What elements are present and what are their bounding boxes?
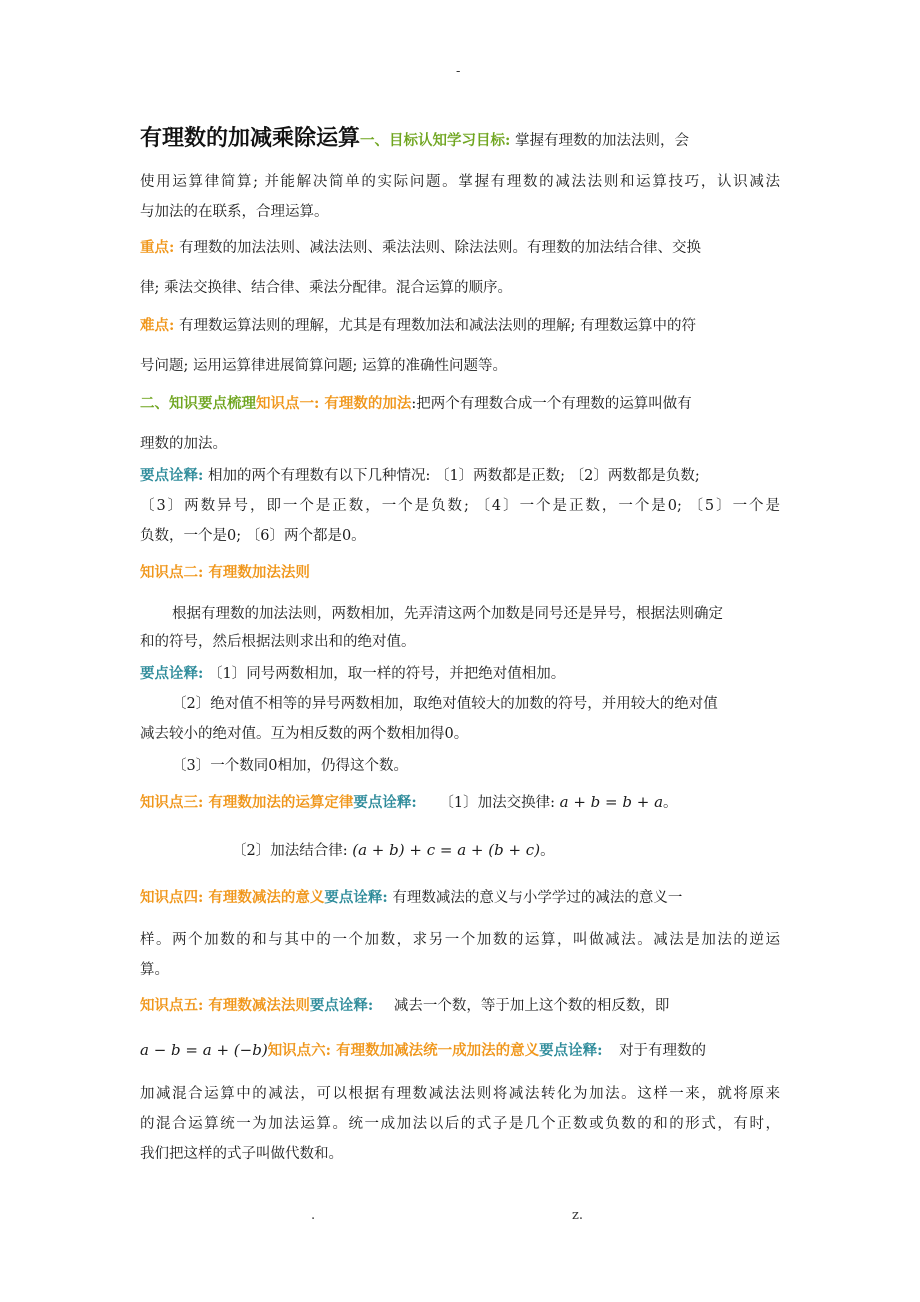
key-points-label: 重点: xyxy=(140,239,175,256)
kp4-exp-label: 要点诠释: xyxy=(324,889,388,906)
exp1-line1 xyxy=(140,466,780,486)
section1-heading: 一、目标认知学习目标: xyxy=(360,132,511,149)
difficult-points-line2: 号问题; 运用运算律进展简算问题; 运算的准确性问题等。 xyxy=(140,358,507,374)
kp3-law2-formula: (a + b) + c = a + (b + c) xyxy=(352,841,541,859)
footer-right-mark: z. xyxy=(572,1208,583,1223)
kp3-heading: 知识点三: 有理数加法的运算定律 xyxy=(140,794,354,811)
kp6-text: 对于有理数的 xyxy=(619,1043,707,1059)
kp5-line1 xyxy=(140,996,780,1016)
kp3-line2 xyxy=(232,840,780,861)
kp5-heading: 知识点五: 有理数减法法则 xyxy=(140,997,310,1014)
kp4-heading: 知识点四: 有理数减法的意义 xyxy=(140,889,325,906)
exp1-label: 要点诠释: xyxy=(140,467,204,484)
kp2-exp-line1 xyxy=(140,664,780,684)
section2-line1 xyxy=(140,394,780,414)
kp3-law2: 〔2〕加法结合律: xyxy=(232,843,348,859)
section1-text: 掌握有理数的加法法则，会 xyxy=(514,133,689,149)
kp2-para-line1: 根据有理数的加法法则，两数相加，先弄清这两个加数是同号还是异号，根据法则确定 xyxy=(172,606,723,622)
kp2-rule3: 〔3〕一个数同0相加，仍得这个数。 xyxy=(172,758,408,774)
kp4-line1 xyxy=(140,888,780,908)
exp1-text: 相加的两个有理数有以下几种情况: 〔1〕两数都是正数; 〔2〕两数都是负数; xyxy=(207,468,700,484)
difficult-points-line1 xyxy=(140,316,780,336)
key-points-line2: 律; 乘法交换律、结合律、乘法分配律。混合运算的顺序。 xyxy=(140,280,512,296)
kp2-exp-label: 要点诠释: xyxy=(140,665,204,682)
kp5-exp-label: 要点诠释: xyxy=(309,997,374,1014)
key-points-line1 xyxy=(140,238,780,258)
footer-left-mark: . xyxy=(311,1208,316,1223)
kp3-law1-formula: a + b = b + a xyxy=(559,793,664,811)
kp4-line3: 算。 xyxy=(140,962,169,978)
kp3-law1-end: 。 xyxy=(663,795,678,811)
kp2-para-line2: 和的符号，然后根据法则求出和的绝对值。 xyxy=(140,634,416,650)
kp6-line4: 我们把这样的式子叫做代数和。 xyxy=(140,1146,343,1162)
kp1-text: :把两个有理数合成一个有理数的运算叫做有 xyxy=(411,396,692,412)
kp2-rule1: 〔1〕同号两数相加，取一样的符号，并把绝对值相加。 xyxy=(207,666,566,682)
kp6-line3: 的混合运算统一为加法运算。统一成加法以后的式子是几个正数或负数的和的形式，有时， xyxy=(140,1116,780,1132)
kp3-law2-end: 。 xyxy=(540,843,555,859)
difficult-points-text: 有理数运算法则的理解，尤其是有理数加法和减法法则的理解; 有理数运算中的符 xyxy=(178,318,696,334)
title-line xyxy=(140,125,780,151)
kp3-exp-label: 要点诠释: xyxy=(353,794,417,811)
section1-line2: 使用运算律简算; 并能解决简单的实际问题。掌握有理数的减法法则和运算技巧，认识减法 xyxy=(140,174,780,190)
exp1-line2: 〔3〕两数异号，即一个是正数，一个是负数; 〔4〕一个是正数，一个是0; 〔5〕一个是 xyxy=(140,498,780,514)
kp4-text: 有理数减法的意义与小学学过的减法的意义一 xyxy=(392,890,683,906)
difficult-points-label: 难点: xyxy=(140,317,175,334)
kp6-line1 xyxy=(140,1040,780,1061)
kp5-formula: a − b = a + (−b) xyxy=(140,1041,268,1059)
kp5-text: 减去一个数，等于加上这个数的相反数，即 xyxy=(393,998,670,1014)
key-points-text: 有理数的加法法则、减法法则、乘法法则、除法法则。有理数的加法结合律、交换 xyxy=(178,240,701,256)
section2-heading: 二、知识要点梳理 xyxy=(140,395,256,412)
section1-line3: 与加法的在联系，合理运算。 xyxy=(140,204,329,220)
kp3-law1: 〔1〕加法交换律: xyxy=(439,795,555,811)
kp4-line2: 样。两个加数的和与其中的一个加数，求另一个加数的运算，叫做减法。减法是加法的逆运 xyxy=(140,932,780,948)
kp6-line2: 加减混合运算中的减法，可以根据有理数减法法则将减法转化为加法。这样一来，就将原来 xyxy=(140,1086,780,1102)
kp3-line1 xyxy=(140,792,780,813)
header-mark: - xyxy=(456,64,461,79)
kp2-rule2-line2: 减去较小的绝对值。互为相反数的两个数相加得0。 xyxy=(140,726,469,742)
page-title: 有理数的加减乘除运算 xyxy=(140,125,361,151)
exp1-line3: 负数，一个是0; 〔6〕两个都是0。 xyxy=(140,528,366,544)
kp6-exp-label: 要点诠释: xyxy=(539,1042,603,1059)
kp1-line2: 理数的加法。 xyxy=(140,436,227,452)
kp2-heading: 知识点二: 有理数加法法则 xyxy=(140,564,310,581)
kp1-heading: 知识点一: 有理数的加法 xyxy=(256,395,412,412)
kp6-heading: 知识点六: 有理数加减法统一成加法的意义 xyxy=(267,1042,540,1059)
kp2-rule2-line1: 〔2〕绝对值不相等的异号两数相加，取绝对值较大的加数的符号，并用较大的绝对值 xyxy=(172,696,718,712)
